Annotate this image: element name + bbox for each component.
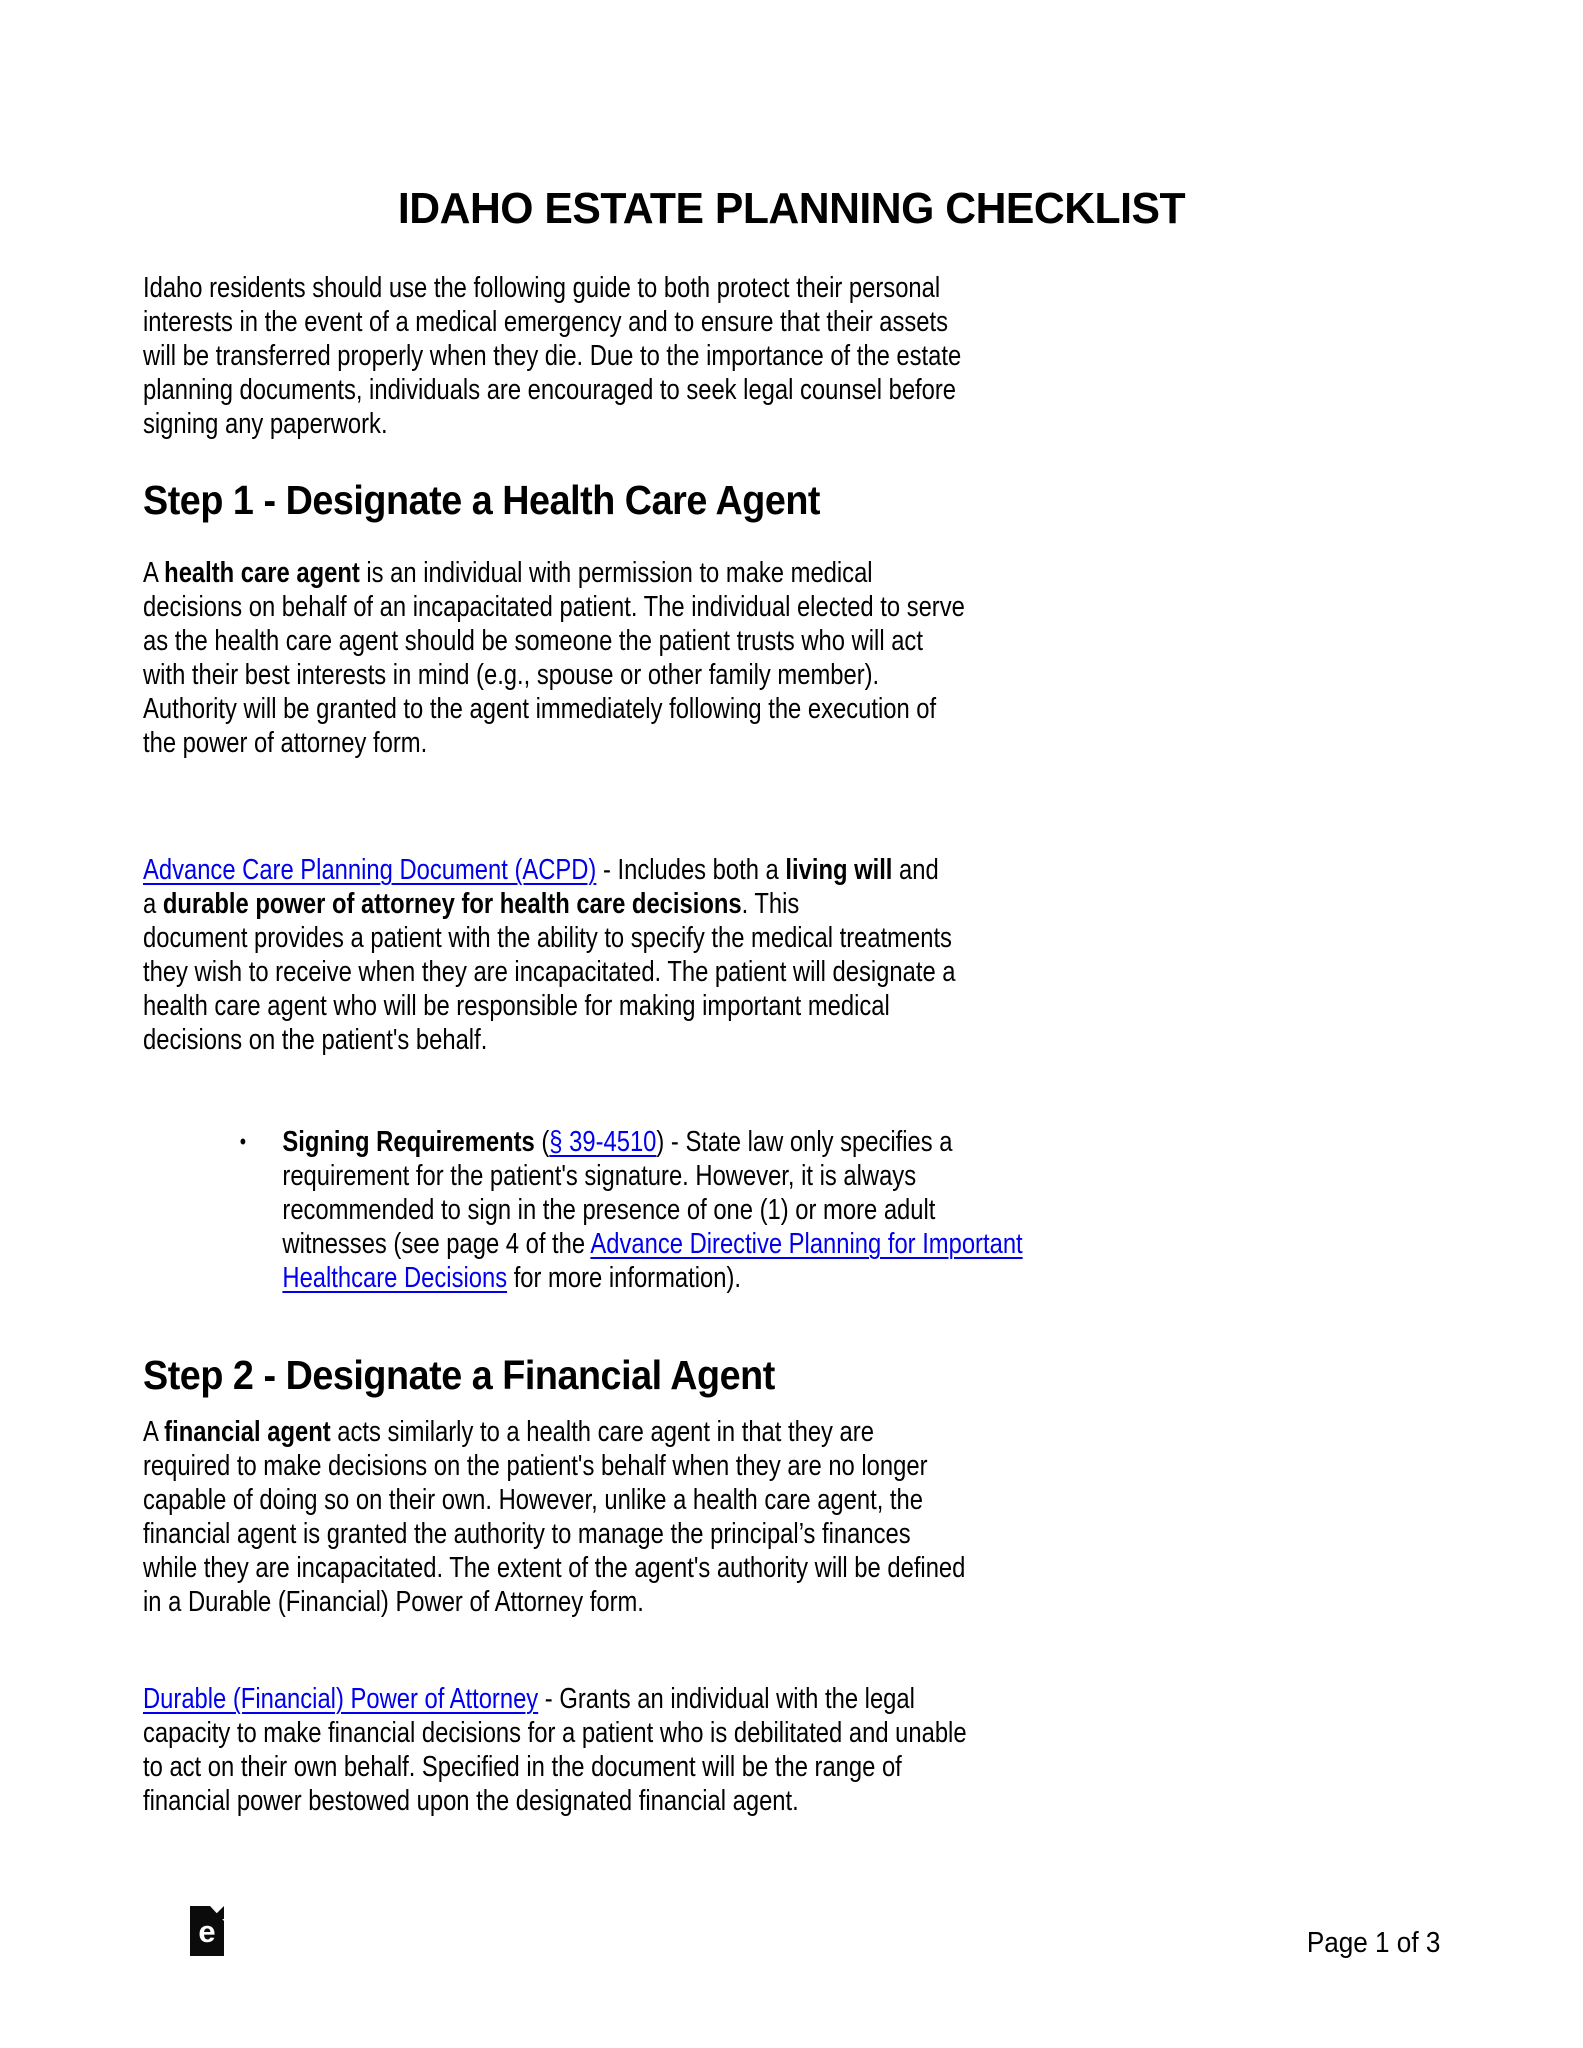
bullet-text bbox=[282, 1125, 1578, 1295]
text-line bbox=[143, 1551, 1439, 1585]
text-run: Idaho residents should use the following guide to both protect their personal bbox=[143, 272, 941, 304]
dpoa-link[interactable]: Durable (Financial) Power of Attorney bbox=[143, 1683, 539, 1715]
acpd-link[interactable]: Advance Care Planning Document (ACPD) bbox=[143, 854, 597, 886]
text-run: a bbox=[143, 888, 163, 920]
text-line bbox=[143, 1750, 1439, 1784]
text-line bbox=[282, 1261, 1578, 1295]
text-run: planning documents, individuals are encouraged to seek legal counsel before bbox=[143, 374, 957, 406]
text-run: financial power bestowed upon the designated financial agent. bbox=[143, 1785, 799, 1817]
text-run: the power of attorney form. bbox=[143, 727, 428, 759]
text-line bbox=[143, 955, 1439, 989]
text-run: will be transferred properly when they die. Due to the importance of the estate bbox=[143, 340, 962, 372]
text-line bbox=[143, 853, 1439, 887]
text-run: while they are incapacitated. The extent of the agent's authority will be defined bbox=[143, 1552, 966, 1584]
logo-letter: e bbox=[198, 1914, 216, 1949]
text-line bbox=[143, 1585, 1439, 1619]
text-run: requirement for the patient's signature. However, it is always bbox=[282, 1160, 917, 1192]
text-line bbox=[143, 692, 1439, 726]
text-run: capable of doing so on their own. However, unlike a health care agent, the bbox=[143, 1484, 923, 1516]
text-run: health care agent who will be responsible for making important medical bbox=[143, 990, 890, 1022]
text-line bbox=[143, 590, 1439, 624]
text-run: Signing Requirements bbox=[282, 1126, 535, 1158]
text-run: - Grants an individual with the legal bbox=[538, 1683, 915, 1715]
text-line bbox=[143, 1716, 1439, 1750]
text-run: ) - State law only specifies a bbox=[656, 1126, 953, 1158]
step2-paragraph-2 bbox=[143, 1682, 1439, 1818]
text-line bbox=[143, 1449, 1439, 1483]
page-number-label: Page 1 of 3 bbox=[1306, 1927, 1440, 1959]
text-line bbox=[143, 921, 1439, 955]
text-line bbox=[143, 271, 1439, 305]
advance-directive-link-continued[interactable]: Healthcare Decisions bbox=[282, 1262, 508, 1294]
text-run: durable power of attorney for health care decisions bbox=[162, 888, 742, 920]
text-run: document provides a patient with the ability to specify the medical treatments bbox=[143, 922, 952, 954]
text-line bbox=[143, 556, 1439, 590]
text-line bbox=[143, 887, 1439, 921]
text-run: in a Durable (Financial) Power of Attorney form. bbox=[143, 1586, 644, 1618]
text-line bbox=[143, 1682, 1439, 1716]
text-line bbox=[143, 1483, 1439, 1517]
text-run: health care agent bbox=[164, 557, 360, 589]
text-run: they wish to receive when they are incapacitated. The patient will designate a bbox=[143, 956, 956, 988]
text-line bbox=[143, 658, 1439, 692]
step1-paragraph-2 bbox=[143, 853, 1439, 1057]
text-run: is an individual with permission to make medical bbox=[359, 557, 873, 589]
eforms-logo bbox=[190, 1906, 224, 1956]
text-run: decisions on the patient's behalf. bbox=[143, 1024, 488, 1056]
text-line bbox=[143, 1784, 1439, 1818]
text-line bbox=[143, 339, 1439, 373]
signing-requirements-bullet bbox=[143, 1125, 1578, 1295]
text-run: as the health care agent should be someone the patient trusts who will act bbox=[143, 625, 923, 657]
text-line bbox=[143, 305, 1439, 339]
intro-paragraph bbox=[143, 271, 1439, 441]
text-run: signing any paperwork. bbox=[143, 408, 388, 440]
text-run: required to make decisions on the patient's behalf when they are no longer bbox=[143, 1450, 928, 1482]
text-line bbox=[143, 624, 1439, 658]
text-run: financial agent bbox=[164, 1416, 331, 1448]
text-run: ( bbox=[534, 1126, 550, 1158]
text-run: for more information). bbox=[507, 1262, 742, 1294]
text-line bbox=[143, 726, 1439, 760]
text-line bbox=[143, 1415, 1439, 1449]
bullet-icon: • bbox=[239, 1129, 247, 1154]
text-line bbox=[143, 989, 1439, 1023]
statute-39-4510-link[interactable]: § 39-4510 bbox=[549, 1126, 657, 1158]
advance-directive-link[interactable]: Advance Directive Planning for Important bbox=[590, 1228, 1023, 1260]
text-run: recommended to sign in the presence of one (1) or more adult bbox=[282, 1194, 936, 1226]
text-run: Authority will be granted to the agent immediately following the execution of bbox=[143, 693, 937, 725]
step1-heading: Step 1 - Designate a Health Care Agent bbox=[143, 477, 821, 523]
text-run: living will bbox=[785, 854, 893, 886]
text-line bbox=[282, 1125, 1578, 1159]
step1-paragraph-1 bbox=[143, 556, 1439, 760]
text-run: with their best interests in mind (e.g., spouse or other family member). bbox=[143, 659, 880, 691]
step2-heading: Step 2 - Designate a Financial Agent bbox=[143, 1352, 775, 1398]
text-run: acts similarly to a health care agent in that they are bbox=[330, 1416, 874, 1448]
text-line bbox=[143, 373, 1439, 407]
text-line bbox=[282, 1159, 1578, 1193]
text-line bbox=[282, 1193, 1578, 1227]
step2-paragraph-1 bbox=[143, 1415, 1439, 1619]
page-title: IDAHO ESTATE PLANNING CHECKLIST bbox=[397, 184, 1186, 233]
text-run: financial agent is granted the authority to manage the principal’s finances bbox=[143, 1518, 911, 1550]
text-line bbox=[143, 1023, 1439, 1057]
text-line bbox=[143, 1517, 1439, 1551]
text-run: and bbox=[892, 854, 939, 886]
text-line bbox=[143, 407, 1439, 441]
text-run: . This bbox=[741, 888, 800, 920]
text-line bbox=[282, 1227, 1578, 1261]
text-run: witnesses (see page 4 of the bbox=[282, 1228, 591, 1260]
text-run: to act on their own behalf. Specified in the document will be the range of bbox=[143, 1751, 902, 1783]
text-run: interests in the event of a medical emergency and to ensure that their assets bbox=[143, 306, 949, 338]
text-run: A bbox=[143, 557, 165, 589]
text-run: capacity to make financial decisions for a patient who is debilitated and unable bbox=[143, 1717, 967, 1749]
text-run: - Includes both a bbox=[596, 854, 786, 886]
text-run: A bbox=[143, 1416, 165, 1448]
text-run: decisions on behalf of an incapacitated patient. The individual elected to serve bbox=[143, 591, 965, 623]
